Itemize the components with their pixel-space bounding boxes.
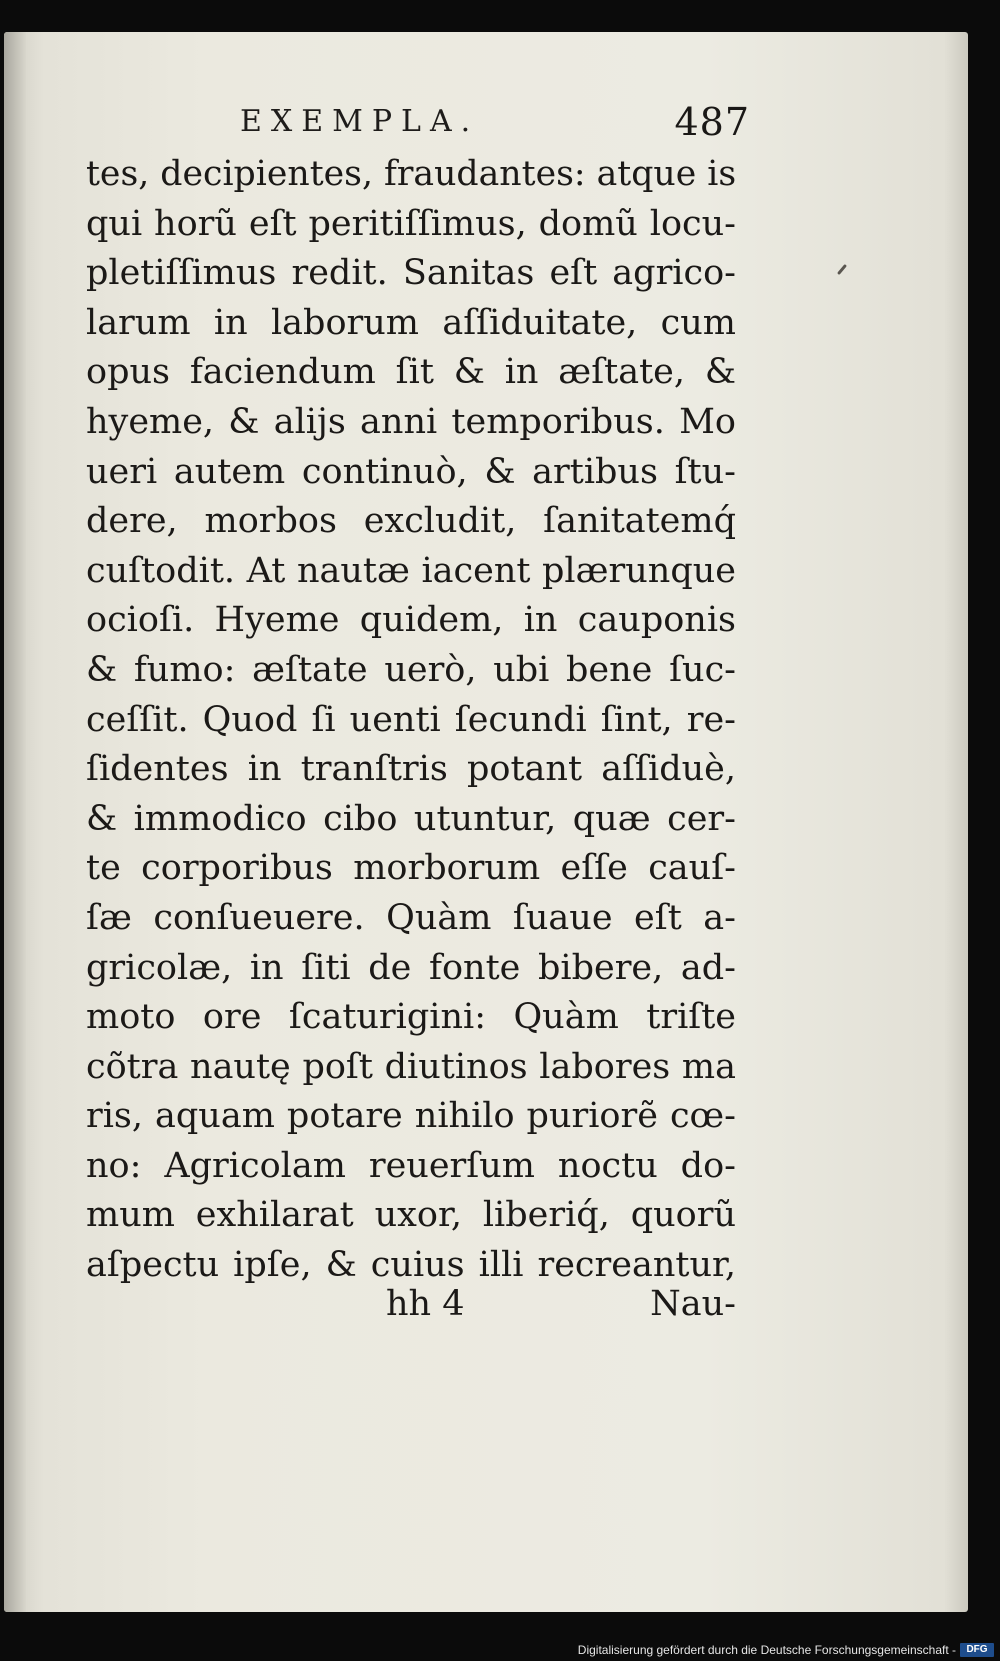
- body-text: [86, 150, 736, 1291]
- text-line: te corporibus morborum eſſe cauſ-: [86, 848, 736, 889]
- credit-text: Digitalisierung gefördert durch die Deutsche Forschungsgemeinschaft -: [577, 1643, 956, 1657]
- text-line: ſæ conſueuere. Quàm ſuaue eſt a-: [86, 897, 736, 938]
- text-line: dere, morbos excludit, ſanitatemq́: [86, 501, 736, 542]
- text-line: pletiſſimus redit. Sanitas eſt agrico-: [86, 253, 736, 294]
- dfg-logo-icon: DFG: [960, 1643, 994, 1657]
- page-header: [240, 100, 750, 150]
- digitization-credit-bar: [0, 1640, 1000, 1661]
- text-line: ſidentes in tranſtris potant aſſiduè,: [86, 749, 736, 790]
- text-line: no: Agricolam reuerſum noctu do-: [86, 1145, 736, 1186]
- text-line: opus faciendum ſit & in æſtate, &: [86, 352, 736, 393]
- text-line: hyeme, & alijs anni temporibus. Mo: [86, 401, 736, 442]
- text-line: ceſſit. Quod ſi uenti ſecundi ſint, re-: [86, 699, 736, 740]
- page-footer: [86, 1284, 736, 1334]
- text-line: ris, aquam potare nihilo puriorẽ cœ-: [86, 1096, 736, 1137]
- text-line: mum exhilarat uxor, liberiq́, quorũ: [86, 1195, 736, 1236]
- text-line: tes, decipientes, fraudantes: atque is: [86, 154, 737, 194]
- signature-mark: hh 4: [386, 1284, 465, 1324]
- text-line: cõtra nautę poſt diutinos labores ma: [86, 1046, 736, 1087]
- text-line: larum in laborum aſſiduitate, cum: [86, 302, 736, 343]
- text-line: aſpectu ipſe, & cuius illi recreantur,: [86, 1245, 736, 1286]
- text-line: ocioſi. Hyeme quidem, in cauponis: [86, 600, 736, 641]
- text-line: gricolæ, in ſiti de fonte bibere, ad-: [86, 947, 736, 988]
- text-line: & immodico cibo utuntur, quæ cer-: [86, 798, 736, 839]
- catchword: Nau-: [650, 1284, 736, 1324]
- text-line: cuſtodit. At nautæ iacent plærunque: [86, 550, 736, 591]
- text-line: moto ore ſcaturigini: Quàm triſte: [86, 997, 736, 1038]
- text-line: & fumo: æſtate uerò, ubi bene ſuc-: [86, 649, 736, 690]
- running-title: EXEMPLA.: [240, 104, 480, 139]
- page-edge: [4, 32, 26, 1612]
- page-number: 487: [674, 100, 750, 144]
- text-line: ueri autem continuò, & artibus ſtu-: [86, 451, 736, 492]
- text-line: qui horũ eſt peritiſſimus, domũ locu-: [86, 203, 736, 244]
